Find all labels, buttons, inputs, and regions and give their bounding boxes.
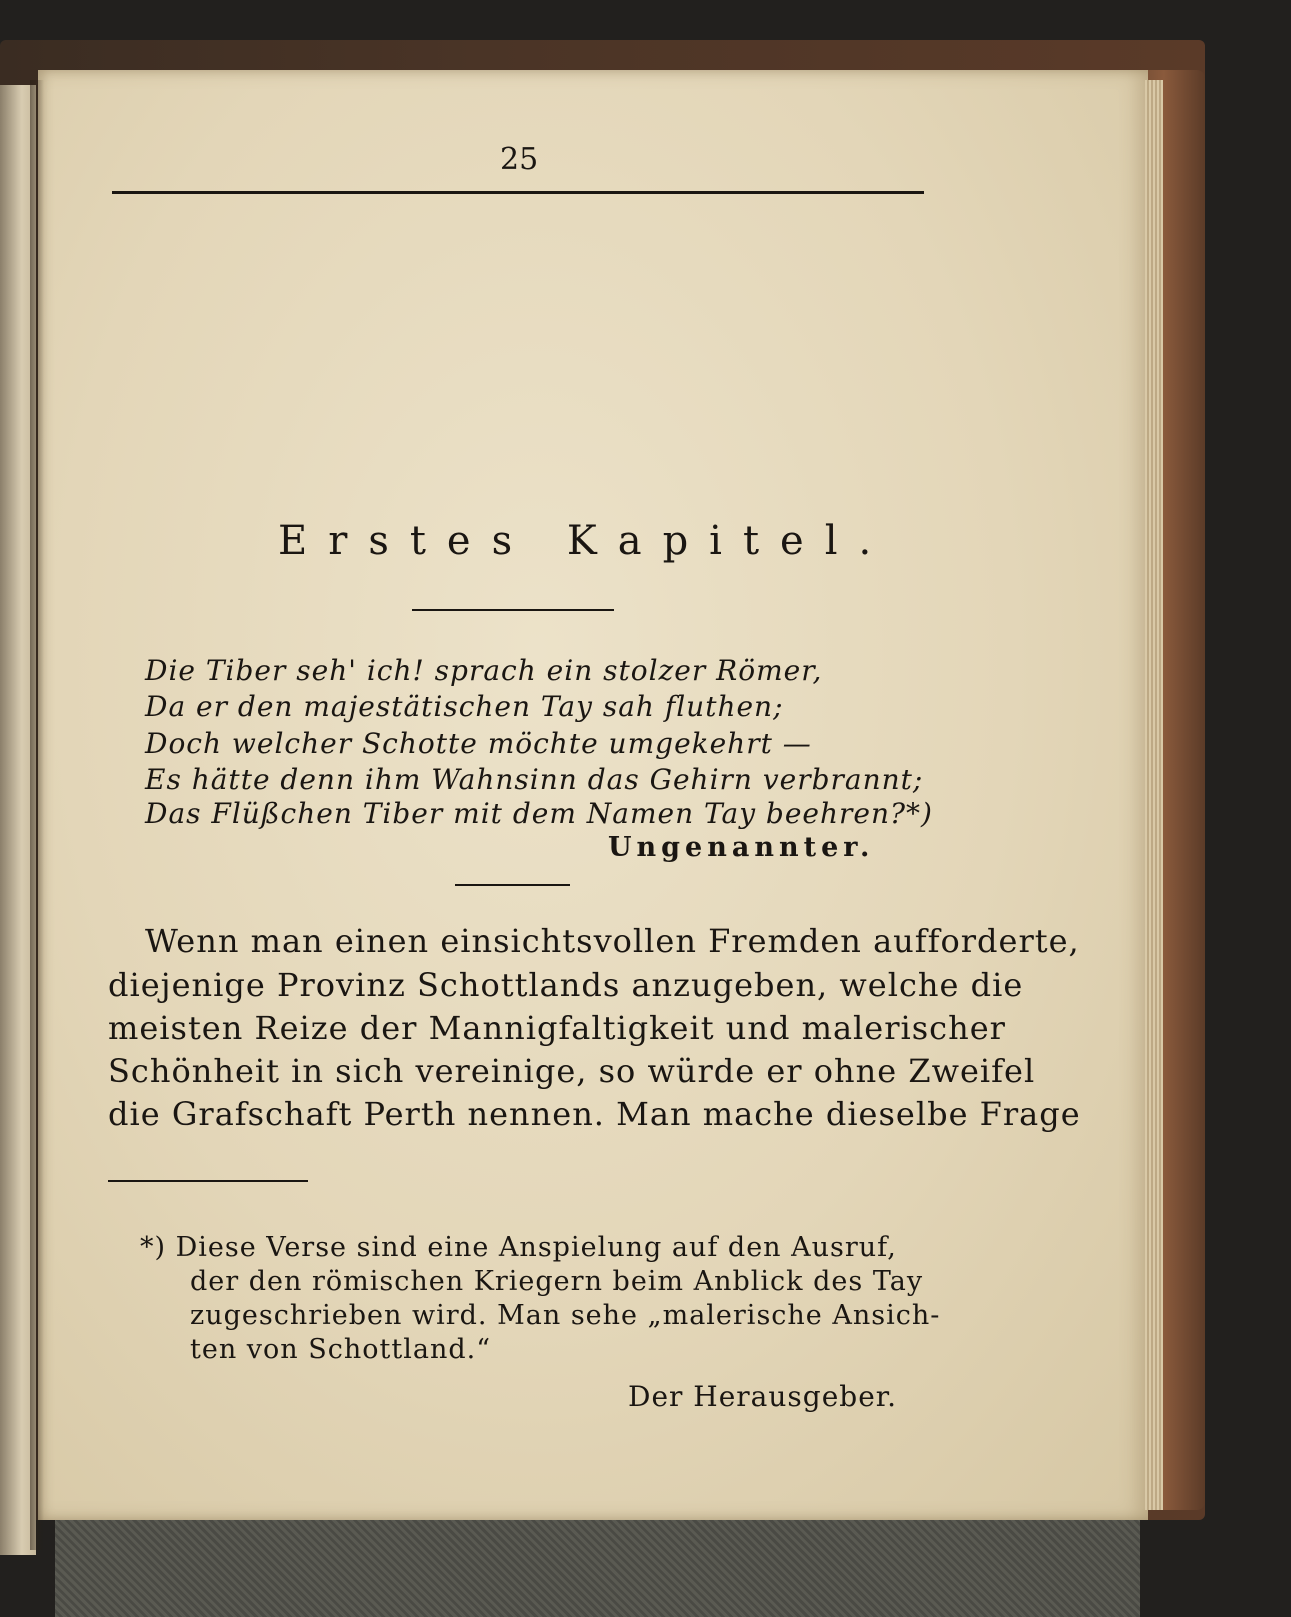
body-line: diejenige Provinz Schottlands anzugeben, welche die xyxy=(108,966,1024,1004)
header-rule xyxy=(112,191,924,194)
cloth-underlay xyxy=(55,1515,1140,1617)
motto-line: Die Tiber seh' ich! sprach ein stolzer Römer, xyxy=(145,654,823,687)
page-number: 25 xyxy=(500,142,539,177)
body-line: Schönheit in sich vereinige, so würde er ohne Zweifel xyxy=(108,1052,1036,1090)
chapter-title: Erstes Kapitel. xyxy=(278,518,893,564)
body-line: die Grafschaft Perth nennen. Man mache dieselbe Frage xyxy=(108,1095,1081,1133)
footnote-line: ten von Schottland.“ xyxy=(190,1334,492,1365)
footnote-line: zugeschrieben wird. Man sehe „malerische Ansich- xyxy=(190,1300,941,1331)
footnote-line: *) Diese Verse sind eine Anspielung auf den Ausruf, xyxy=(140,1232,897,1263)
footnote-signature: Der Herausgeber. xyxy=(628,1380,897,1413)
footnote-line: der den römischen Kriegern beim Anblick des Tay xyxy=(190,1266,924,1297)
motto-line: Es hätte denn ihm Wahnsinn das Gehirn verbrannt; xyxy=(145,763,924,796)
page-block-edge xyxy=(1145,80,1163,1510)
motto-line: Da er den majestätischen Tay sah fluthen; xyxy=(145,690,784,723)
motto-rule xyxy=(455,884,570,886)
motto-attribution: Ungenannter. xyxy=(608,832,875,863)
motto-line: Doch welcher Schotte möchte umgekehrt — xyxy=(145,727,812,760)
footnote-rule xyxy=(108,1180,308,1182)
spine-shadow xyxy=(30,80,44,1550)
body-line: meisten Reize der Mannigfaltigkeit und malerischer xyxy=(108,1009,1006,1047)
motto-line: Das Flüßchen Tiber mit dem Namen Tay beehren?*) xyxy=(145,797,933,830)
body-line: Wenn man einen einsichtsvollen Fremden aufforderte, xyxy=(145,922,1080,960)
title-rule xyxy=(412,609,614,611)
